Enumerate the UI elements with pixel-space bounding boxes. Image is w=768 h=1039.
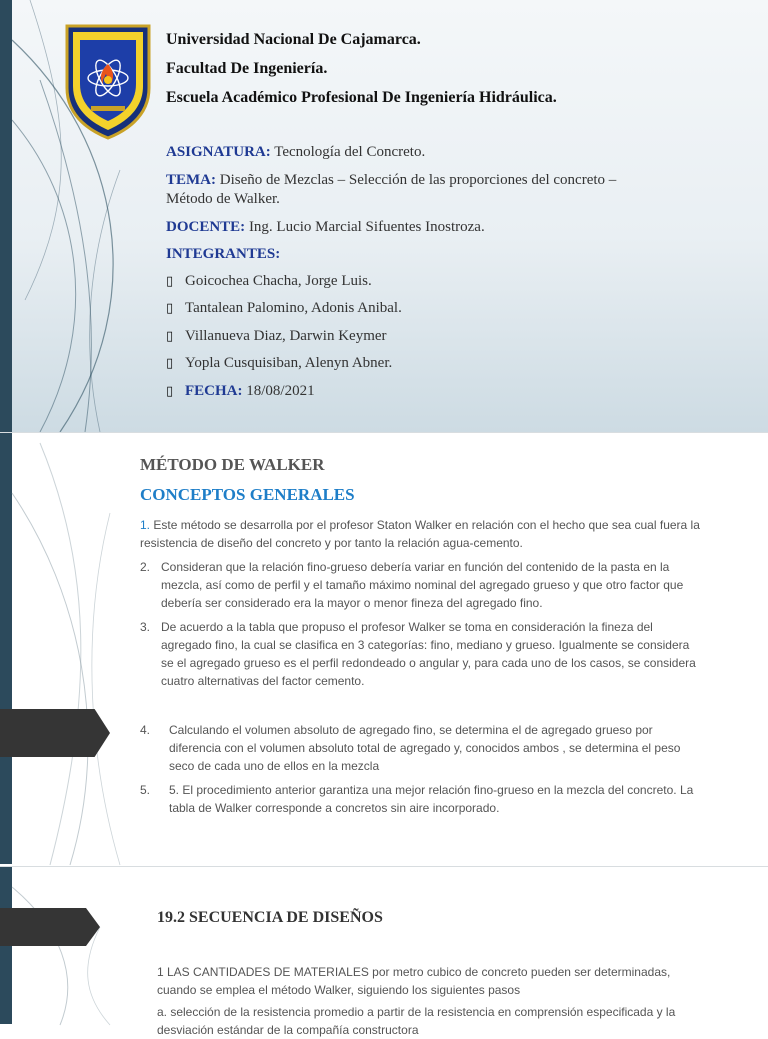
member-name: Goicochea Chacha, Jorge Luis.	[185, 273, 372, 289]
bullet-icon: ▯	[166, 329, 174, 344]
concepts-slide	[0, 432, 768, 864]
member-item	[166, 298, 402, 319]
university-seal-logo	[63, 22, 153, 140]
paragraph-number: 4.	[140, 723, 151, 737]
member-item	[166, 271, 372, 292]
school-name: Escuela Académico Profesional De Ingeniería Hidráulica.	[166, 89, 557, 106]
decorative-swirl-lines	[0, 867, 768, 1025]
slide-sidebar-accent	[0, 0, 12, 432]
paragraph-number: 2.	[140, 560, 151, 574]
tema-label: TEMA:	[166, 172, 216, 188]
member-item	[166, 353, 392, 374]
paragraph-number: 3.	[140, 620, 151, 634]
asignatura-line	[166, 143, 425, 162]
fecha-value: 18/08/2021	[242, 383, 315, 399]
docente-label: DOCENTE:	[166, 219, 246, 235]
docente-value: Ing. Lucio Marcial Sifuentes Inostroza.	[245, 219, 485, 235]
member-name: Yopla Cusquisiban, Alenyn Abner.	[185, 355, 393, 371]
member-name: Tantalean Palomino, Adonis Anibal.	[185, 300, 402, 316]
asignatura-label: ASIGNATURA:	[166, 144, 271, 160]
slide-sidebar-accent	[0, 433, 12, 864]
fecha-label: FECHA:	[185, 383, 243, 399]
integrantes-heading: INTEGRANTES:	[166, 246, 281, 262]
section-heading: CONCEPTOS GENERALES	[140, 485, 355, 504]
asignatura-value: Tecnología del Concreto.	[270, 144, 426, 160]
paragraph-number: 5.	[140, 783, 151, 797]
paragraph-3: De acuerdo a la tabla que propuso el profesor Walker se toma en consideración la fineza del agregado fino, la cual se clasifica en 3 categorías: fino, mediano y grueso. Igualmente se considera se el agregado grueso es el perfil redondeado o angular y, para cada uno de los casos, se considera cuatro alternativas del factor cemento.	[161, 620, 696, 688]
cover-slide	[0, 0, 768, 432]
bullet-icon: ▯	[166, 301, 174, 316]
paragraph-5: 5. El procedimiento anterior garantiza una mejor relación fino-grueso en la mezcla del concreto. La tabla de Walker corresponde a concretos sin aire incorporado.	[169, 783, 694, 815]
sequence-slide	[0, 866, 768, 1037]
member-item	[166, 326, 387, 347]
slide-tab-marker	[0, 709, 110, 757]
slide-title: MÉTODO DE WALKER	[140, 455, 325, 474]
faculty-name: Facultad De Ingeniería.	[166, 60, 328, 77]
bullet-icon: ▯	[166, 356, 174, 371]
slide-tab-marker	[0, 908, 100, 946]
paragraph-2: Consideran que la relación fino-grueso debería variar en función del contenido de la pasta en la mezcla, así como de perfil y el tamaño máximo nominal del agregado grueso y que otro factor que debería ser considerado era la mayor o menor fineza del agregado fino.	[161, 560, 684, 610]
institution-header	[166, 30, 557, 117]
paragraph-number: 1.	[140, 518, 151, 532]
tema-value-continued: Método de Walker.	[166, 191, 280, 207]
paragraph-4: Calculando el volumen absoluto de agregado fino, se determina el de agregado grueso por diferencia con el volumen absoluto total de agregado y, conocidos ambos , se determina el peso seco de cada uno de ellos en la mezcla	[169, 723, 681, 773]
bullet-icon: ▯	[166, 384, 174, 399]
docente-line	[166, 218, 485, 237]
member-name: Villanueva Diaz, Darwin Keymer	[185, 328, 387, 344]
tema-line	[166, 171, 616, 209]
university-name: Universidad Nacional De Cajamarca.	[166, 31, 421, 48]
paragraph-1: 1. Este método se desarrolla por el profesor Staton Walker en relación con el hecho que sea cual fuera la resistencia de diseño del concreto y por tanto la relación agua-cemento.	[140, 518, 700, 550]
bullet-icon: ▯	[166, 274, 174, 289]
tema-value: Diseño de Mezclas – Selección de las proporciones del concreto –	[216, 172, 617, 188]
paragraph-a: a. selección de la resistencia promedio a partir de la resistencia en comprensión especificada y la desviación estándar de la compañía constructora	[157, 1005, 676, 1037]
slide-title: 19.2 SECUENCIA DE DISEÑOS	[157, 909, 383, 926]
paragraph-1: 1 LAS CANTIDADES DE MATERIALES por metro cubico de concreto pueden ser determinadas, cuando se emplea el método Walker, siguiendo los siguientes pasos	[157, 965, 671, 997]
fecha-line	[166, 381, 315, 402]
